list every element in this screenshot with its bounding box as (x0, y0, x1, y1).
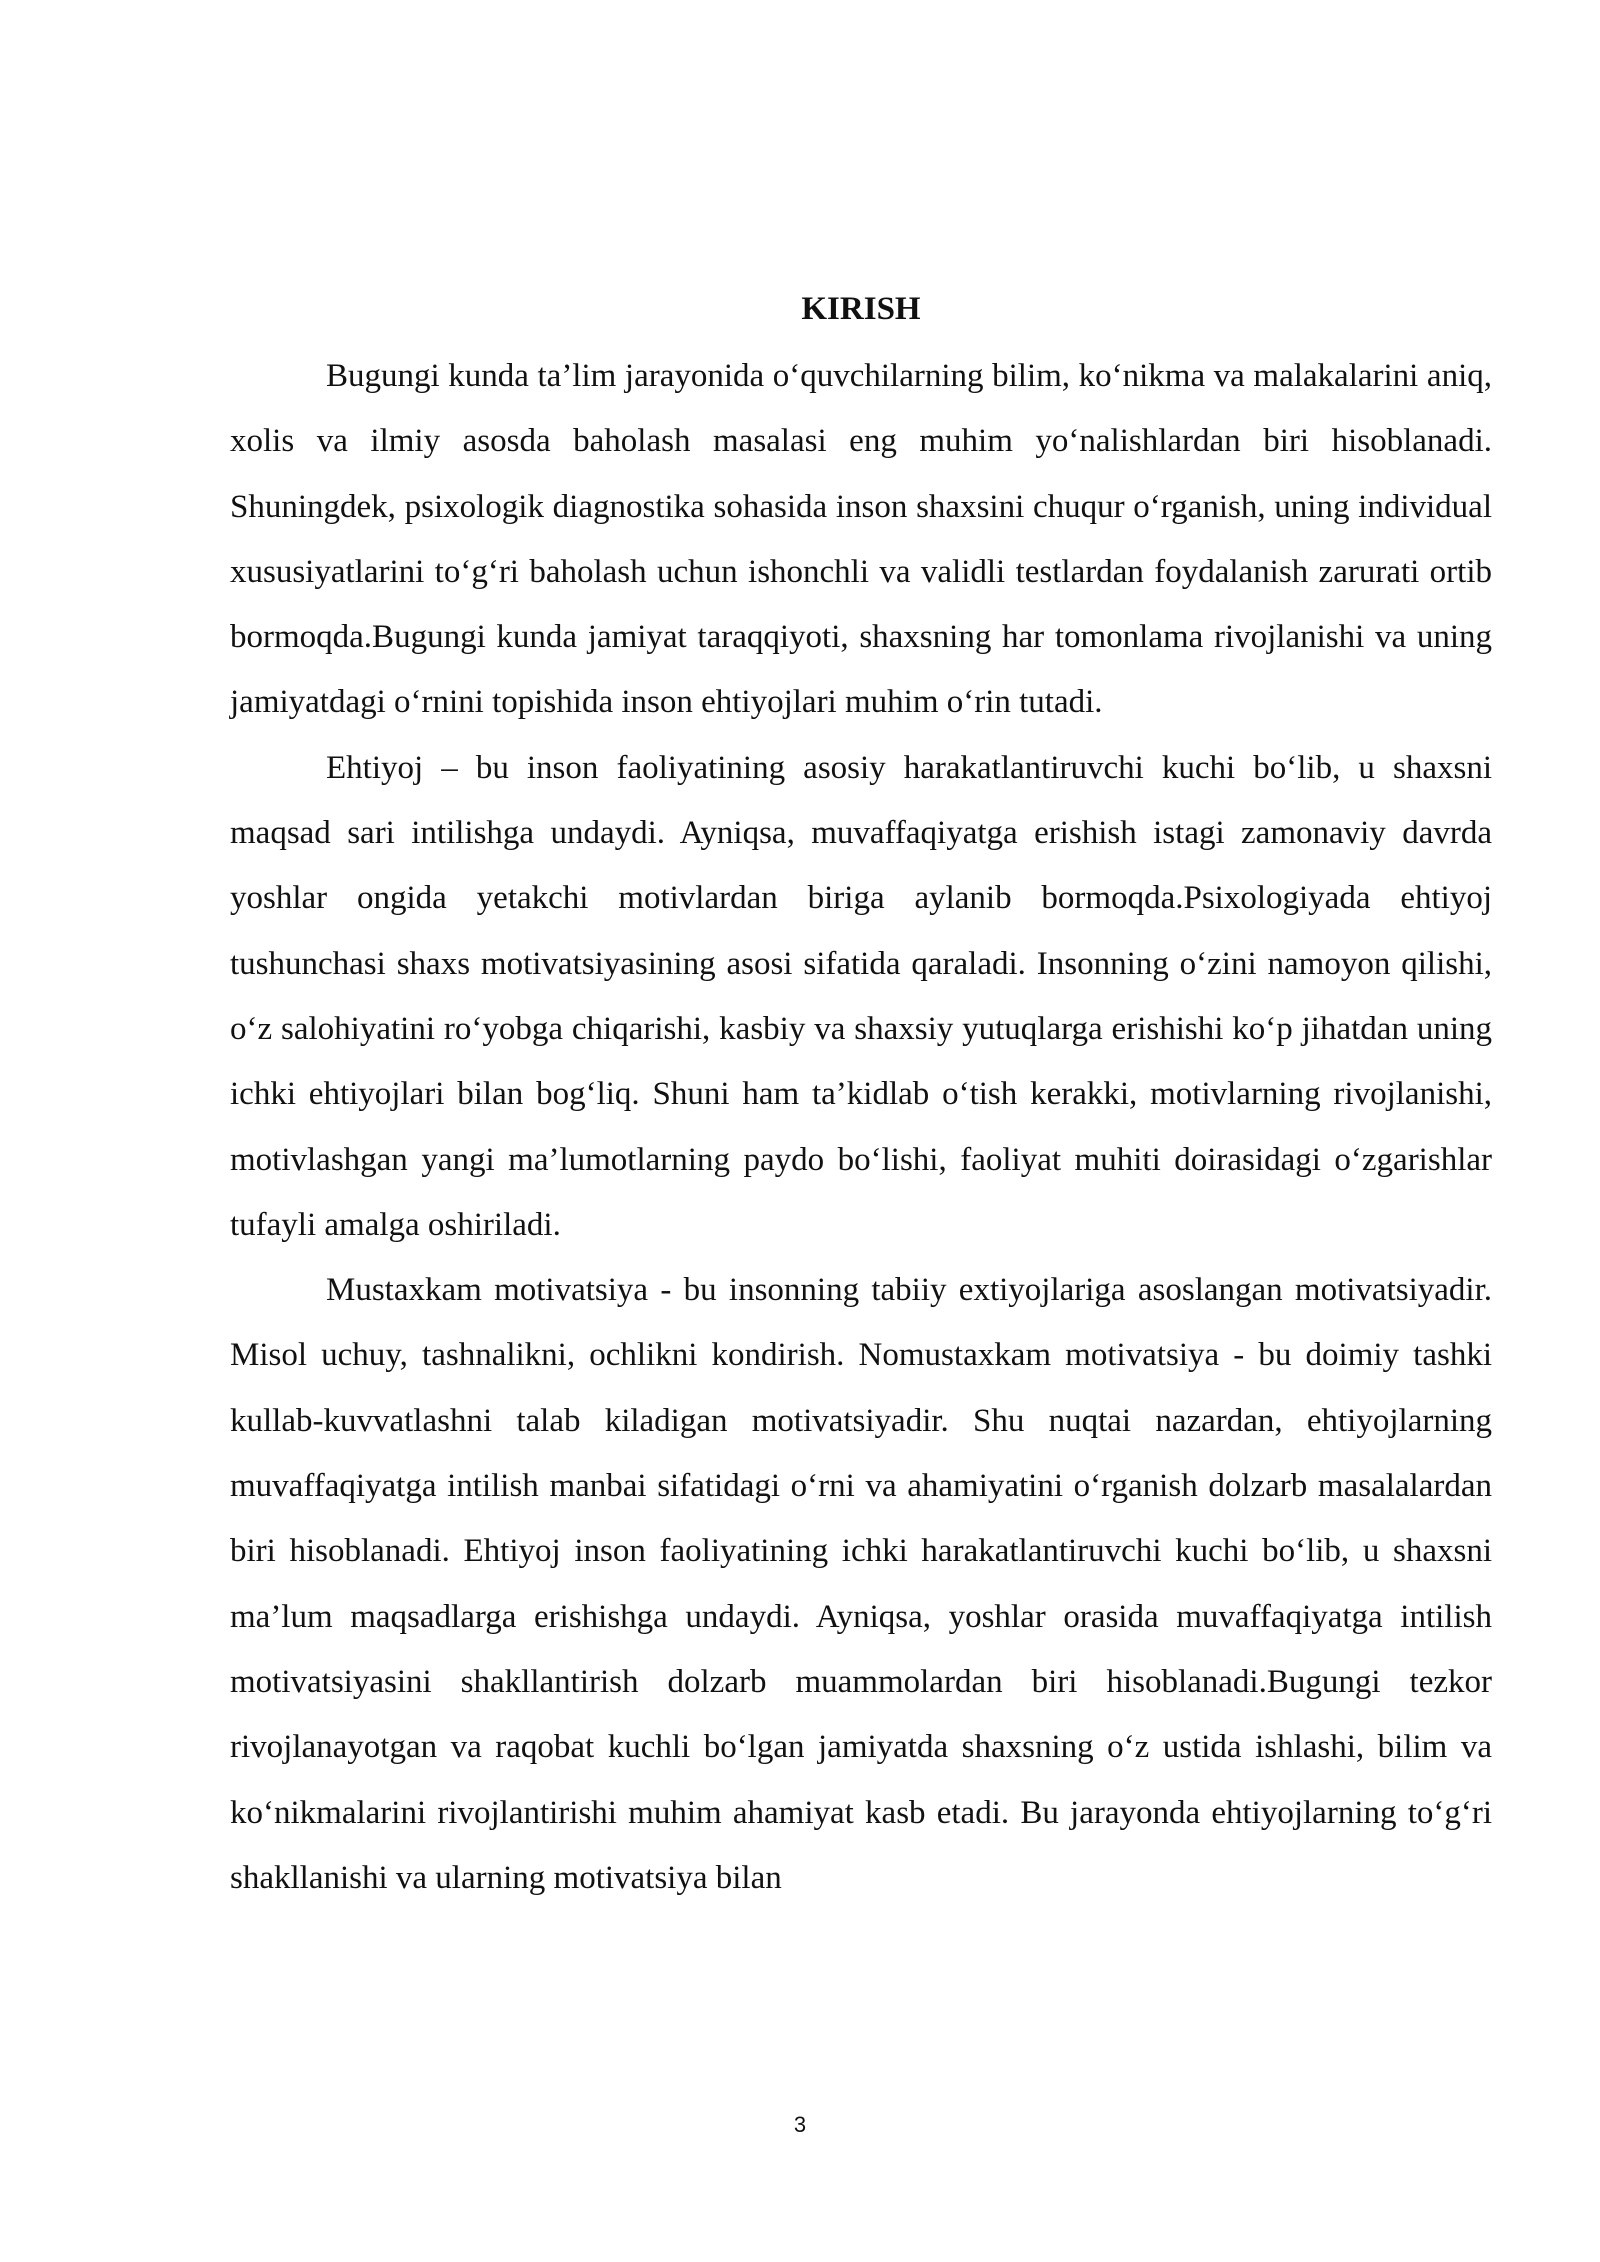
paragraph-2: Ehtiyoj – bu inson faoliyatining asosiy harakatlantiruvchi kuchi bo‘lib, u shaxsni maqsad sari intilishga undaydi. Ayniqsa, muvaffaqiyatga erishish istagi zamonaviy davrda yoshlar ongida yetakchi motivlardan biriga aylanib bormoqda.Psixologiyada ehtiyoj tushunchasi shaxs motivatsiyasining asosi sifatida qaraladi. Insonning o‘zini namoyon qilishi, o‘z salohiyatini ro‘yobga chiqarishi, kasbiy va shaxsiy yutuqlarga erishishi ko‘p jihatdan uning ichki ehtiyojlari bilan bog‘liq. Shuni ham ta’kidlab o‘tish kerakki, motivlarning rivojlanishi, motivlashgan yangi ma’lumotlarning paydo bo‘lishi, faoliyat muhiti doirasidagi o‘zgarishlar tufayli amalga oshiriladi. (230, 749, 1492, 1243)
section-heading: KIRISH (801, 291, 921, 327)
paragraph-1: Bugungi kunda ta’lim jarayonida o‘quvchilarning bilim, ko‘nikma va malakalarini aniq, xolis va ilmiy asosda baholash masalasi eng muhim yo‘nalishlardan biri hisoblanadi. Shuningdek, psixologik diagnostika sohasida inson shaxsini chuqur o‘rganish, uning individual xususiyatlarini to‘g‘ri baholash uchun ishonchli va validli testlardan foydalanish zarurati ortib bormoqda.Bugungi kunda jamiyat taraqqiyoti, shaxsning har tomonlama rivojlanishi va uning jamiyatdagi o‘rnini topishida inson ehtiyojlari muhim o‘rin tutadi. (230, 358, 1492, 721)
page-number: 3 (793, 2112, 807, 2137)
document-body (230, 280, 1492, 1911)
paragraph-3: Mustaxkam motivatsiya - bu insonning tabiiy extiyojlariga asoslangan motivatsiyadir. Misol uchuy, tashnalikni, ochlikni kondirish. Nomustaxkam motivatsiya - bu doimiy tashki kullab-kuvvatlashni talab kiladigan motivatsiyadir. Shu nuqtai nazardan, ehtiyojlarning muvaffaqiyatga intilish manbai sifatidagi o‘rni va ahamiyatini o‘rganish dolzarb masalalardan biri hisoblanadi. Ehtiyoj inson faoliyatining ichki harakatlantiruvchi kuchi bo‘lib, u shaxsni ma’lum maqsadlarga erishishga undaydi. Ayniqsa, yoshlar orasida muvaffaqiyatga intilish motivatsiyasini shakllantirish dolzarb muammolardan biri hisoblanadi.Bugungi tezkor rivojlanayotgan va raqobat kuchli bo‘lgan jamiyatda shaxsning o‘z ustida ishlashi, bilim va ko‘nikmalarini rivojlantirishi muhim ahamiyat kasb etadi. Bu jarayonda ehtiyojlarning to‘g‘ri shakllanishi va ularning motivatsiya bilan (230, 1272, 1492, 1896)
